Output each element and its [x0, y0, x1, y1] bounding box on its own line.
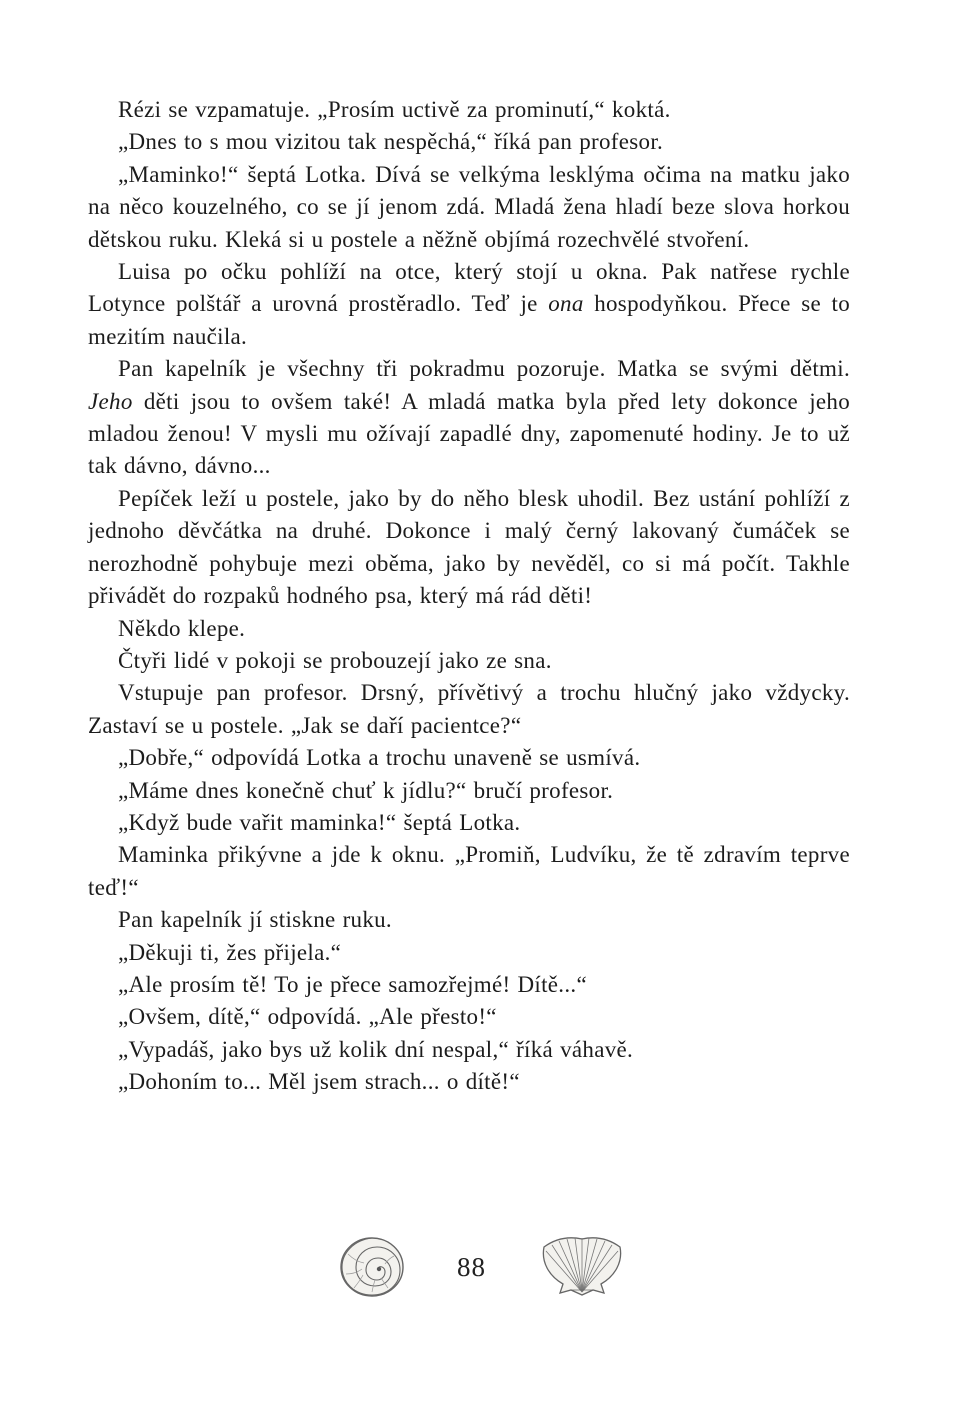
paragraph — [88, 937, 850, 969]
paragraph — [88, 742, 850, 774]
text-run: „Vypadáš, jako bys už kolik dní nespal,“ říká váhavě. — [118, 1036, 634, 1062]
text-run: „Dohoním to... Měl jsem strach... o dítě!“ — [118, 1069, 520, 1095]
paragraph — [88, 969, 850, 1001]
paragraph — [88, 904, 850, 936]
page-number: 88 — [457, 1251, 486, 1282]
paragraph — [88, 839, 850, 904]
text-run: „Ovšem, dítě,“ odpovídá. „Ale přesto!“ — [118, 1004, 497, 1030]
text-run: Rézi se vzpamatuje. „Prosím uctivě za prominutí,“ koktá. — [118, 97, 671, 122]
paragraph — [88, 645, 850, 677]
paragraph — [88, 677, 850, 742]
page-footer — [0, 1222, 963, 1312]
text-run: Čtyři lidé v pokoji se probouzejí jako ze sna. — [118, 647, 552, 673]
paragraph — [88, 256, 850, 353]
text-block — [88, 94, 850, 1099]
text-run: Pepíček leží u postele, jako by do něho blesk uhodil. Bez ustání pohlíží z jednoho děvčátka na druhé. Dokonce i malý černý lakovaný čumáček se nerozhodně pohybuje mezi oběma, jako by nevěděl, co si má počít. Takhle přivádět do rozpaků hodného psa, který má rád děti! — [88, 485, 850, 609]
text-run: Maminka přikývne a jde k oknu. „Promiň, Ludvíku, že tě zdravím teprve teď!“ — [88, 842, 850, 900]
text-run: Vstupuje pan profesor. Drsný, přívětivý a trochu hlučný jako vždycky. Zastaví se u postele. „Jak se daří pacientce?“ — [88, 680, 850, 738]
paragraph — [88, 1001, 850, 1033]
text-run: hospodyňkou. Přece se to mezitím naučila. — [88, 291, 851, 349]
text-run: „Když bude vařit maminka!“ šeptá Lotka. — [118, 809, 521, 835]
text-run: „Dnes to s mou vizitou tak nespěchá,“ říká pan profesor. — [118, 129, 664, 155]
text-run: děti jsou to ovšem také! A mladá matka byla před lety dokonce jeho mladou ženou! V mysli mu ožívají zapadlé dny, zapomenuté hodiny. Je to už tak dávno, dávno... — [88, 388, 850, 479]
paragraph — [88, 807, 850, 839]
paragraph — [88, 1066, 850, 1098]
italic-text-run: Jeho — [88, 388, 133, 414]
scallop-shell-illustration — [538, 1235, 626, 1299]
paragraph — [88, 1034, 850, 1066]
text-run: Pan kapelník jí stiskne ruku. — [118, 907, 392, 933]
paragraph — [88, 126, 850, 158]
spiral-shell-illustration — [338, 1236, 406, 1298]
paragraph — [88, 159, 850, 256]
text-run: „Maminko!“ šeptá Lotka. Dívá se velkýma lesklýma očima na matku jako na něco kouzelného, co se jí jenom zdá. Mladá žena hladí beze slova horkou dětskou ruku. Kleká si u postele a něžně objímá rozechvělé stvoření. — [88, 161, 850, 252]
paragraph — [88, 94, 850, 126]
text-run: „Děkuji ti, žes přijela.“ — [118, 939, 342, 965]
text-run: „Dobře,“ odpovídá Lotka a trochu unaveně se usmívá. — [118, 745, 641, 771]
paragraph — [88, 775, 850, 807]
paragraph — [88, 483, 850, 613]
text-run: „Ale prosím tě! To je přece samozřejmé! Dítě...“ — [118, 971, 587, 997]
text-run: Luisa po očku pohlíží na otce, který stojí u okna. Pak natřese rychle Lotynce polštář a urovná prostěradlo. Teď je — [88, 259, 850, 317]
paragraph — [88, 353, 850, 483]
text-run: Někdo klepe. — [118, 615, 246, 641]
italic-text-run: ona — [548, 291, 584, 317]
text-run: Pan kapelník je všechny tři pokradmu pozoruje. Matka se svými dětmi. — [118, 356, 850, 382]
paragraph — [88, 613, 850, 645]
text-run: „Máme dnes konečně chuť k jídlu?“ bručí profesor. — [118, 777, 614, 803]
